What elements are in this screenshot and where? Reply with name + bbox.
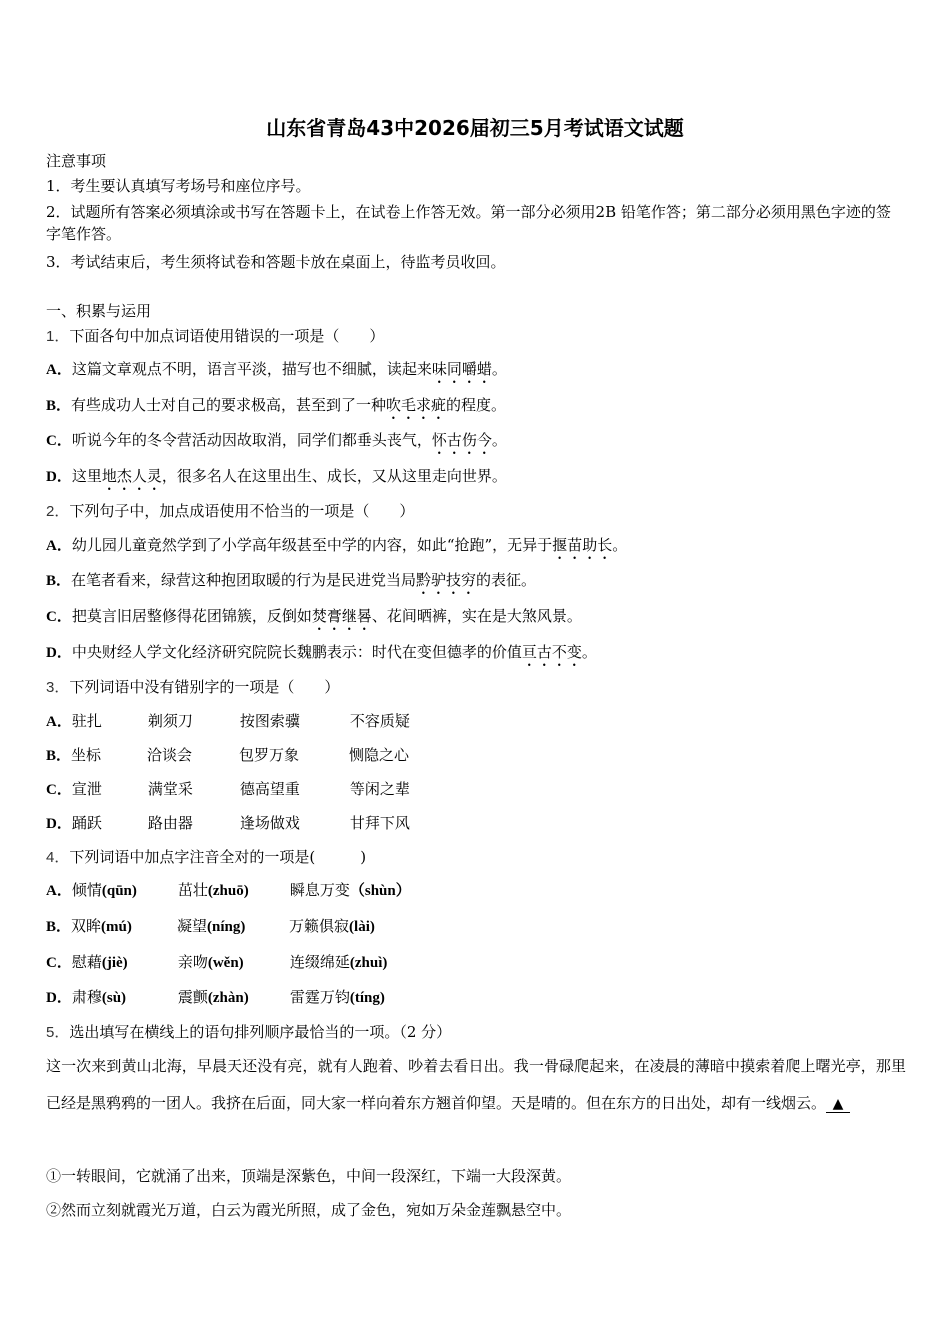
pinyin: (sù)	[101, 990, 127, 1006]
q3-number: 3．	[46, 679, 70, 696]
q2-number: 2．	[46, 503, 70, 520]
option-label: C．	[46, 433, 72, 449]
dotted-word: 揠苗助长	[552, 536, 613, 554]
q5-sentence-2: ②然而立刻就霞光万道，白云为霞光所照，成了金色，宛如万朵金莲飘悬空中。	[46, 1201, 572, 1219]
word: 雷霆万钧	[289, 988, 350, 1006]
option-text: 在笔者看来，绿营这种抱团取暖的行为是民进党当局	[71, 571, 417, 589]
option-text: 听说今年的冬令营活动因故取消，同学们都垂头丧气，	[71, 431, 432, 449]
dotted-word: 地杰人灵	[101, 467, 162, 485]
q1-number: 1．	[46, 328, 70, 345]
pinyin: (níng)	[207, 919, 246, 935]
dotted-word: 亘古不变	[521, 643, 582, 661]
word-4: 甘拜下风	[349, 814, 410, 832]
pinyin-item	[72, 879, 178, 902]
q5-number: 5．	[46, 1024, 70, 1041]
option-text: 。	[491, 431, 507, 449]
option-text: 、花间晒裤，实在是大煞风景。	[371, 607, 582, 625]
option-label: C．	[46, 782, 72, 798]
word-2: 满堂采	[147, 780, 193, 798]
q4-number: 4．	[46, 849, 70, 866]
word: 双眸	[71, 917, 102, 935]
option-label: A．	[46, 362, 72, 378]
dotted-word: 吹毛求疵	[386, 396, 447, 414]
dotted-word: 怀古伤今	[431, 431, 492, 449]
option-label: D．	[46, 990, 72, 1006]
option-label: C．	[46, 955, 72, 971]
word: 亲吻	[177, 953, 208, 971]
word: 肃穆	[71, 988, 102, 1006]
q4-stem	[46, 846, 366, 869]
word-2: 剃须刀	[147, 712, 193, 730]
word-4: 不容质疑	[349, 712, 410, 730]
pinyin-item	[178, 986, 290, 1009]
pinyin: (wěn)	[207, 955, 244, 971]
q1-option-a	[46, 358, 507, 387]
q2-option-c	[46, 605, 582, 634]
q2-option-a	[46, 534, 627, 563]
q4-option-a	[46, 879, 411, 902]
option-label: D．	[46, 469, 72, 485]
option-label: D．	[46, 816, 72, 832]
pinyin-item	[177, 915, 289, 938]
q1-option-c	[46, 429, 507, 458]
option-label: C．	[46, 609, 72, 625]
pinyin-item	[290, 879, 411, 902]
q1-option-d	[46, 465, 507, 494]
option-label: A．	[46, 714, 72, 730]
dotted-word: 黔驴技穷	[416, 571, 477, 589]
word: 凝望	[177, 917, 208, 935]
word-4: 恻隐之心	[349, 746, 410, 764]
word-1: 踊跃	[71, 814, 102, 832]
page-title: 山东省青岛43中2026届初三5月考试语文试题	[266, 116, 684, 140]
q2-stem	[46, 500, 414, 523]
pinyin-item	[290, 951, 388, 974]
word: 连缀绵延	[289, 953, 350, 971]
word-1: 宣泄	[71, 780, 102, 798]
q4-stem-text: 下列词语中加点字注音全对的一项是( )	[69, 848, 367, 866]
word-3: 逢场做戏	[239, 814, 300, 832]
q4-option-b	[46, 915, 375, 938]
q5-stem	[46, 1021, 451, 1044]
word-4: 等闲之辈	[349, 780, 410, 798]
notice-item-2: 2．试题所有答案必须填涂或书写在答题卡上，在试卷上作答无效。第一部分必须用2B 铅笔作答；第二部分必须用黑色字迹的签字笔作答。	[46, 203, 891, 243]
q5-sentence-1: ①一转眼间，它就涌了出来，顶端是深紫色，中间一段深红，下端一大段深黄。	[46, 1167, 572, 1185]
option-text: 。	[581, 643, 597, 661]
q3-option-a	[46, 710, 410, 733]
word: 茁壮	[177, 881, 208, 899]
word: 瞬息万变	[289, 881, 350, 899]
q3-stem-text: 下列词语中没有错别字的一项是（ ）	[69, 678, 340, 696]
notice-item-3: 3．考试结束后，考生须将试卷和答题卡放在桌面上，待监考员收回。	[46, 253, 506, 271]
q3-option-d	[46, 812, 410, 835]
q2-option-d	[46, 641, 597, 670]
answer-blank: ▲	[826, 1096, 850, 1113]
q5-passage	[46, 1048, 906, 1122]
option-text: ，很多名人在这里出生、成长，又从这里走向世界。	[161, 467, 507, 485]
word: 倾情	[71, 881, 102, 899]
pinyin-item	[72, 951, 178, 974]
option-label: B．	[46, 919, 72, 935]
pinyin-item	[178, 951, 290, 974]
pinyin-item	[72, 986, 178, 1009]
q5-stem-text: 选出填写在横线上的语句排列顺序最恰当的一项。（2 分）	[69, 1023, 452, 1041]
pinyin-item	[71, 915, 177, 938]
word-3: 包罗万象	[239, 746, 300, 764]
option-text: 。	[612, 536, 628, 554]
option-text: 幼儿园儿童竟然学到了小学高年级甚至中学的内容，如此“抢跑”，无异于	[71, 536, 553, 554]
q1-option-b	[46, 394, 506, 423]
pinyin: (qūn)	[101, 883, 137, 899]
word-1: 坐标	[71, 746, 102, 764]
q1-stem	[46, 325, 384, 348]
word-3: 按图索骥	[239, 712, 300, 730]
option-text: 的表征。	[476, 571, 537, 589]
q2-option-b	[46, 569, 536, 598]
dotted-word: 焚膏继晷	[311, 607, 372, 625]
q4-option-d	[46, 986, 385, 1009]
option-text: 。	[491, 360, 507, 378]
option-text: 中央财经人学文化经济研究院院长魏鹏表示：时代在变但德孝的价值	[71, 643, 522, 661]
q3-option-b	[46, 744, 409, 767]
option-label: B．	[46, 398, 72, 414]
pinyin: （shùn）	[349, 883, 411, 899]
word: 慰藉	[71, 953, 102, 971]
dotted-word: 味同嚼蜡	[431, 360, 492, 378]
option-text: 这里	[71, 467, 102, 485]
word: 震颤	[177, 988, 208, 1006]
notice-heading: 注意事项	[46, 152, 107, 170]
option-label: A．	[46, 538, 72, 554]
q4-option-c	[46, 951, 387, 974]
pinyin: (zhàn)	[207, 990, 249, 1006]
section-heading: 一、积累与运用	[46, 302, 152, 320]
pinyin-item	[289, 915, 375, 938]
q3-option-c	[46, 778, 410, 801]
option-text: 有些成功人士对自己的要求极高，甚至到了一种	[71, 396, 387, 414]
option-label: D．	[46, 645, 72, 661]
pinyin-item	[290, 986, 385, 1009]
pinyin: (lài)	[349, 919, 375, 935]
pinyin: (mú)	[101, 919, 132, 935]
option-text: 的程度。	[446, 396, 507, 414]
q3-stem	[46, 676, 339, 699]
word-2: 路由器	[147, 814, 193, 832]
q1-stem-text: 下面各句中加点词语使用错误的一项是（ ）	[69, 327, 385, 345]
option-text: 把莫言旧居整修得花团锦簇，反倒如	[71, 607, 312, 625]
notice-item-1: 1．考生要认真填写考场号和座位序号。	[46, 177, 311, 195]
option-label: A．	[46, 883, 72, 899]
word-1: 驻扎	[71, 712, 102, 730]
q2-stem-text: 下列句子中，加点成语使用不恰当的一项是（ ）	[69, 502, 415, 520]
word: 万籁俱寂	[289, 917, 350, 935]
passage-text: 这一次来到黄山北海，早晨天还没有亮，就有人跑着、吵着去看日出。我一骨碌爬起来，在凌晨的薄暗中摸索着爬上曙光亭，那里已经是黑鸦鸦的一团人。我挤在后面，同大家一样向着东方翘首仰望。天是晴的。但在东方的日出处，却有一线烟云。	[46, 1057, 906, 1112]
word-2: 洽谈会	[147, 746, 193, 764]
pinyin: (jiè)	[101, 955, 128, 971]
option-label: B．	[46, 748, 72, 764]
pinyin: (tíng)	[349, 990, 385, 1006]
option-label: B．	[46, 573, 72, 589]
pinyin-item	[178, 879, 290, 902]
word-3: 德高望重	[239, 780, 300, 798]
option-text: 这篇文章观点不明，语言平淡，描写也不细腻，读起来	[71, 360, 432, 378]
pinyin: (zhuì)	[349, 955, 388, 971]
pinyin: (zhuō)	[207, 883, 249, 899]
